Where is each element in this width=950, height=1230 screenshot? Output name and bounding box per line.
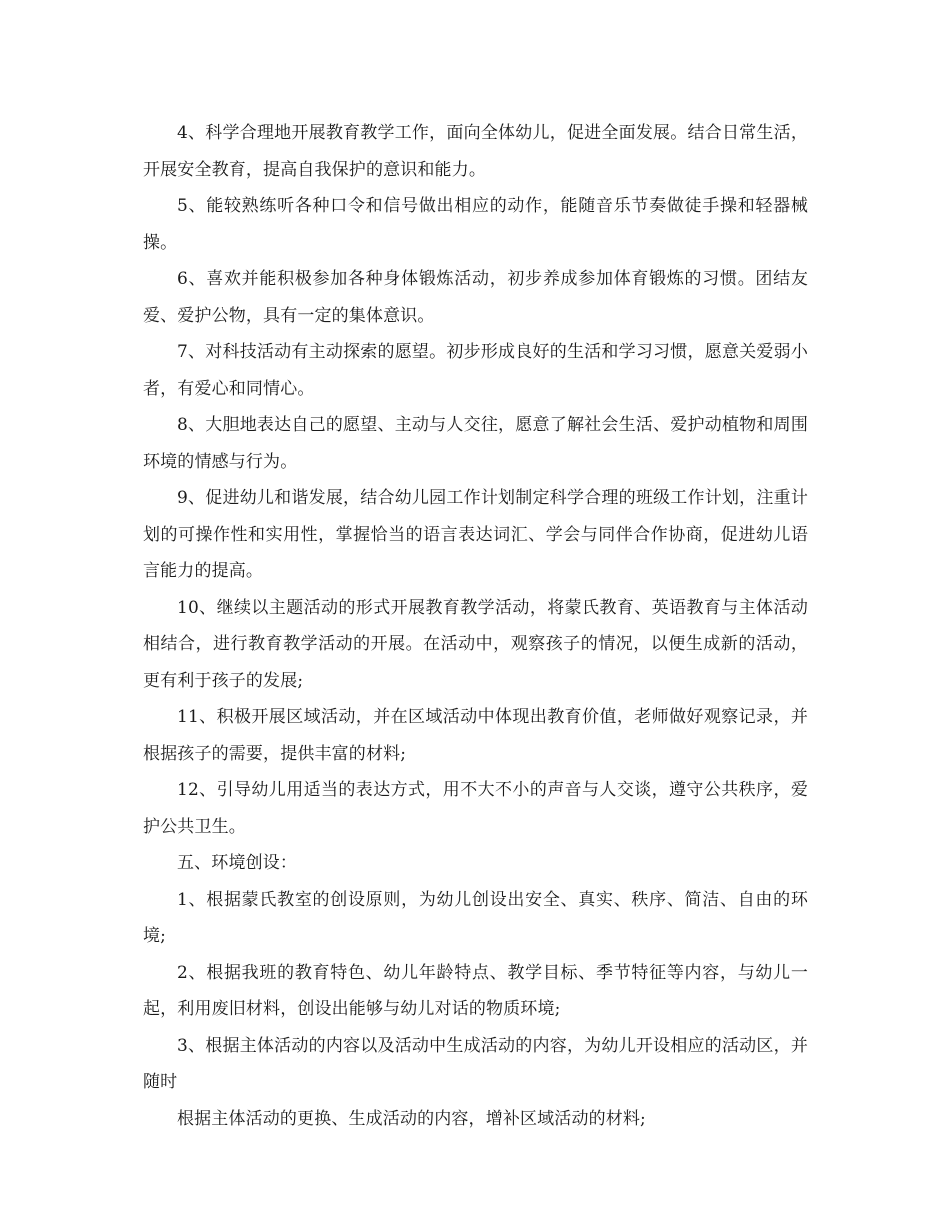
- paragraph-item-8: 8、大胆地表达自己的愿望、主动与人交往，愿意了解社会生活、爱护动植物和周围环境的情感与行为。: [143, 415, 808, 472]
- document-body: [143, 115, 808, 1137]
- paragraph-item-5: 5、能较熟练听各种口令和信号做出相应的动作，能随音乐节奏做徒手操和轻器械操。: [143, 196, 808, 253]
- environment-item-3: 3、根据主体活动的内容以及活动中生成活动的内容，为幼儿开设相应的活动区，并随时: [143, 1035, 808, 1092]
- environment-item-2: 2、根据我班的教育特色、幼儿年龄特点、教学目标、季节特征等内容，与幼儿一起，利用废旧材料，创设出能够与幼儿对话的物质环境;: [143, 962, 808, 1019]
- paragraph-item-4: 4、科学合理地开展教育教学工作，面向全体幼儿，促进全面发展。结合日常生活，开展安全教育，提高自我保护的意识和能力。: [143, 123, 808, 180]
- paragraph-item-6: 6、喜欢并能积极参加各种身体锻炼活动，初步养成参加体育锻炼的习惯。团结友爱、爱护公物，具有一定的集体意识。: [143, 269, 808, 326]
- environment-item-1: 1、根据蒙氏教室的创设原则，为幼儿创设出安全、真实、秩序、简洁、自由的环境;: [143, 889, 808, 946]
- paragraph-item-10: 10、继续以主题活动的形式开展教育教学活动，将蒙氏教育、英语教育与主体活动相结合，进行教育教学活动的开展。在活动中，观察孩子的情况，以便生成新的活动，更有利于孩子的发展;: [143, 597, 808, 691]
- paragraph-item-9: 9、促进幼儿和谐发展，结合幼儿园工作计划制定科学合理的班级工作计划，注重计划的可操作性和实用性，掌握恰当的语言表达词汇、学会与同伴合作协商，促进幼儿语言能力的提高。: [143, 488, 808, 581]
- paragraph-item-7: 7、对科技活动有主动探索的愿望。初步形成良好的生活和学习习惯，愿意关爱弱小者，有爱心和同情心。: [143, 342, 808, 399]
- paragraph-item-11: 11、积极开展区域活动，并在区域活动中体现出教育价值，老师做好观察记录，并根据孩子的需要，提供丰富的材料;: [143, 707, 808, 764]
- environment-item-3-continued: 根据主体活动的更换、生成活动的内容，增补区域活动的材料;: [177, 1108, 646, 1129]
- section-heading-environment: 五、环境创设：: [177, 853, 298, 873]
- paragraph-item-12: 12、引导幼儿用适当的表达方式，用不大不小的声音与人交谈，遵守公共秩序，爱护公共卫生。: [143, 780, 808, 837]
